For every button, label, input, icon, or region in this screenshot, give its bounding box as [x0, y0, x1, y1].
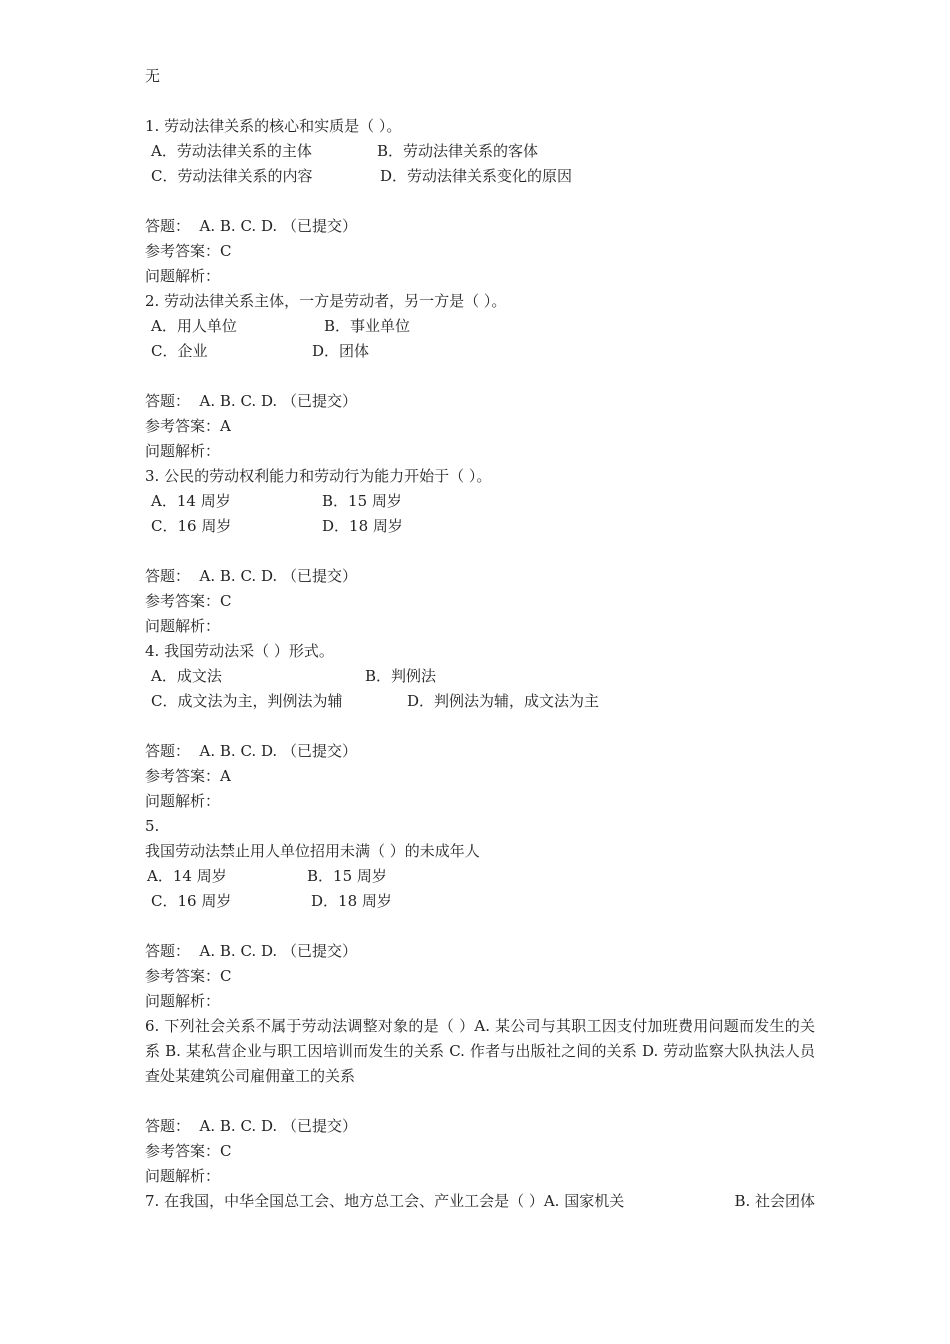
- reference-answer: 参考答案：C: [145, 592, 232, 610]
- document-page: [145, 64, 815, 1214]
- answer-line: 答题： A. B. C. D. （已提交）: [145, 217, 357, 235]
- option-d: D．18 周岁: [322, 517, 403, 535]
- question-stem: 3. 公民的劳动权利能力和劳动行为能力开始于（ ）。: [145, 467, 492, 485]
- question-1: [145, 114, 815, 289]
- reference-answer: 参考答案：C: [145, 242, 232, 260]
- question-stem: 我国劳动法禁止用人单位招用未满（ ）的未成年人: [145, 842, 480, 860]
- question-4: [145, 639, 815, 814]
- analysis-label: 问题解析：: [145, 792, 221, 810]
- reference-answer: 参考答案：A: [145, 767, 231, 785]
- answer-line: 答题： A. B. C. D. （已提交）: [145, 942, 357, 960]
- option-a: A．14 周岁: [147, 867, 227, 885]
- question-2: [145, 289, 815, 464]
- option-d: D．劳动法律关系变化的原因: [380, 167, 573, 185]
- option-a: A．成文法: [151, 667, 222, 685]
- option-c: C．16 周岁: [151, 892, 232, 910]
- option-b: B. 社会团体: [734, 1192, 815, 1210]
- question-stem: 6. 下列社会关系不属于劳动法调整对象的是（ ）A. 某公司与其职工因支付加班费用问题而发生的关系 B. 某私营企业与职工因培训而发生的关系 C. 作者与出版社之间的关系 D. 劳动监察大队执法人员查处某建筑公司雇佣童工的关系: [145, 1017, 815, 1085]
- answer-line: 答题： A. B. C. D. （已提交）: [145, 1117, 357, 1135]
- question-stem: 2. 劳动法律关系主体，一方是劳动者，另一方是（ ）。: [145, 292, 507, 310]
- answer-line: 答题： A. B. C. D. （已提交）: [145, 567, 357, 585]
- option-c: C．企业: [151, 342, 208, 360]
- analysis-label: 问题解析：: [145, 617, 221, 635]
- answer-line: 答题： A. B. C. D. （已提交）: [145, 742, 357, 760]
- analysis-label: 问题解析：: [145, 442, 221, 460]
- analysis-label: 问题解析：: [145, 267, 221, 285]
- option-c: C．成文法为主，判例法为辅: [151, 692, 343, 710]
- analysis-label: 问题解析：: [145, 1167, 221, 1185]
- answer-line: 答题： A. B. C. D. （已提交）: [145, 392, 357, 410]
- question-number: 5.: [145, 817, 160, 835]
- question-3: [145, 464, 815, 639]
- option-b: B．15 周岁: [307, 867, 387, 885]
- question-stem: 7. 在我国，中华全国总工会、地方总工会、产业工会是（ ）A. 国家机关: [145, 1192, 625, 1210]
- option-b: B．事业单位: [324, 317, 411, 335]
- question-7: [145, 1189, 815, 1214]
- reference-answer: 参考答案：A: [145, 417, 231, 435]
- reference-answer: 参考答案：C: [145, 967, 232, 985]
- option-c: C．16 周岁: [151, 517, 232, 535]
- question-6: [145, 1014, 815, 1189]
- option-a: A．劳动法律关系的主体: [151, 142, 312, 160]
- option-d: D．判例法为辅，成文法为主: [407, 692, 600, 710]
- option-a: A．用人单位: [151, 317, 237, 335]
- question-5: [145, 814, 815, 1014]
- option-c: C．劳动法律关系的内容: [151, 167, 313, 185]
- analysis-label: 问题解析：: [145, 992, 221, 1010]
- top-note: 无: [145, 67, 161, 85]
- option-d: D．团体: [312, 342, 370, 360]
- option-b: B．15 周岁: [322, 492, 402, 510]
- question-stem: 4. 我国劳动法采（ ）形式。: [145, 642, 334, 660]
- option-b: B．劳动法律关系的客体: [377, 142, 539, 160]
- option-a: A．14 周岁: [151, 492, 231, 510]
- question-stem: 1. 劳动法律关系的核心和实质是（ ）。: [145, 117, 402, 135]
- option-b: B．判例法: [365, 667, 437, 685]
- reference-answer: 参考答案：C: [145, 1142, 232, 1160]
- option-d: D．18 周岁: [311, 892, 392, 910]
